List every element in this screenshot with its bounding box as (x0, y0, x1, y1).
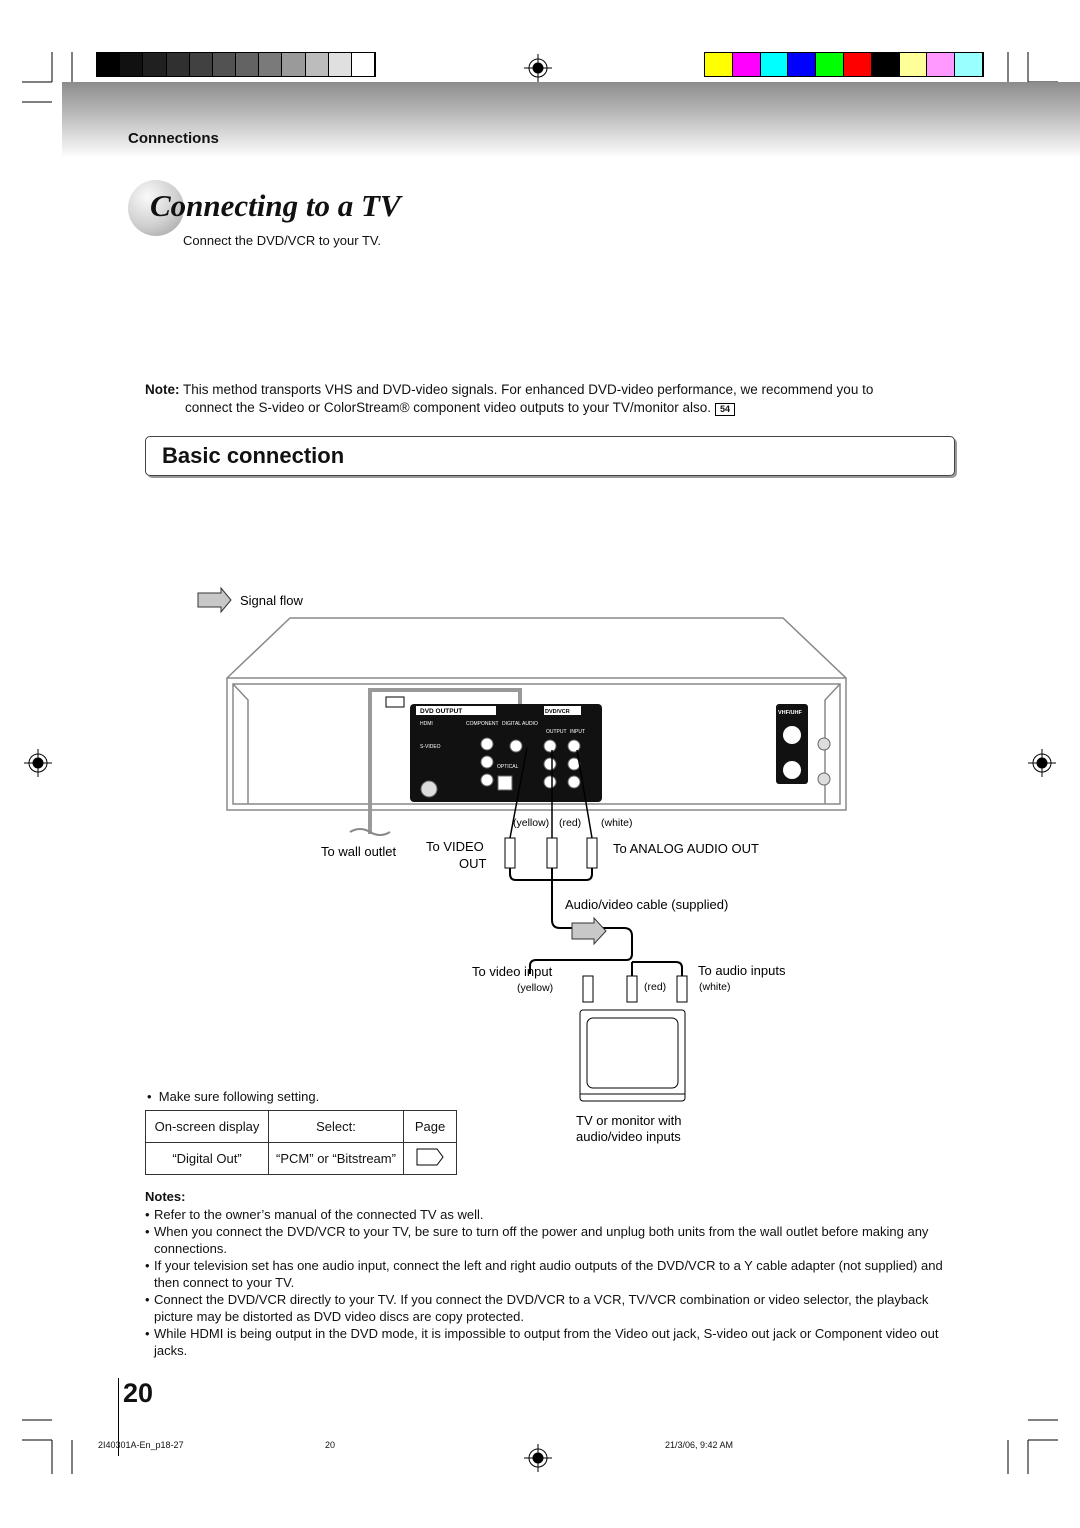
table-header: On-screen display (146, 1111, 269, 1143)
panel-optical: OPTICAL (497, 764, 519, 770)
hdmi-port (386, 697, 404, 707)
footer-file: 2I40301A-En_p18-27 (98, 1440, 184, 1450)
list-item: • While HDMI is being output in the DVD mode, it is impossible to output from the Video out jack, S-video out jack or Component video out jacks. (145, 1325, 965, 1359)
cable-plugs-top (505, 838, 597, 868)
notes-heading: Notes: (145, 1189, 186, 1204)
setting-instruction: • Make sure following setting. (147, 1089, 320, 1104)
table-header: Select: (269, 1111, 404, 1143)
table-cell: “Digital Out” (146, 1143, 269, 1175)
intro-text: Connect the DVD/VCR to your TV. (183, 233, 381, 248)
cable-plugs-bottom (583, 976, 687, 1002)
label-yellow: (yellow) (513, 817, 550, 829)
settings-table (145, 1110, 457, 1175)
table-row (146, 1111, 457, 1143)
label-cable: Audio/video cable (supplied) (565, 897, 729, 912)
tv-caption-1: TV or monitor with (576, 1113, 682, 1128)
footer-page: 20 (325, 1440, 336, 1450)
page-ref-icon (416, 1148, 444, 1166)
panel-digital-audio: DIGITAL AUDIO (502, 721, 538, 727)
signal-flow-arrow-icon (198, 588, 231, 612)
label-to-video-out: To VIDEO (426, 839, 484, 854)
panel-component: COMPONENT (466, 721, 499, 727)
panel-vhf-uhf: VHF/UHF (778, 710, 802, 716)
label-to-wall-outlet: To wall outlet (321, 844, 397, 859)
list-item: • Connect the DVD/VCR directly to your TV. If you connect the DVD/VCR to a VCR, TV/VCR combination or video selector, the playback picture may be distorted as DVD video discs are copy protected. (145, 1291, 965, 1325)
panel-hdmi: HDMI (420, 721, 433, 727)
label-yellow-bottom: (yellow) (517, 982, 554, 994)
note-line-1: This method transports VHS and DVD-video signals. For enhanced DVD-video performance, we recommend you to (183, 382, 874, 397)
panel-dvd-vcr: DVD/VCR (545, 709, 570, 715)
label-to-video-input: To video input (472, 964, 553, 979)
panel-input: INPUT (570, 729, 585, 735)
list-item: • If your television set has one audio input, connect the left and right audio outputs of the DVD/VCR to a Y cable adapter (not supplied) and then connect to your TV. (145, 1257, 965, 1291)
note-line-2: connect the S-video or ColorStream® component video outputs to your TV/monitor also. (185, 400, 711, 415)
signal-flow-label: Signal flow (240, 593, 303, 608)
label-red: (red) (559, 817, 582, 829)
label-to-video-out-2: OUT (459, 856, 487, 871)
label-to-analog-audio-out: To ANALOG AUDIO OUT (613, 841, 759, 856)
footer-date: 21/3/06, 9:42 AM (665, 1440, 734, 1450)
basic-connection-label: Basic connection (162, 443, 345, 468)
tv-monitor (580, 1010, 685, 1101)
note-label: Note: (145, 382, 180, 397)
panel-dvd-output: DVD OUTPUT (420, 708, 463, 715)
table-cell: “PCM” or “Bitstream” (269, 1143, 404, 1175)
table-cell (404, 1143, 457, 1175)
page-number: 20 (123, 1378, 154, 1408)
page-title: Connecting to a TV (150, 188, 401, 223)
list-item: • Refer to the owner’s manual of the connected TV as well. (145, 1206, 965, 1223)
setting-instruction-text: Make sure following setting. (158, 1089, 320, 1104)
panel-s-video: S-VIDEO (420, 744, 441, 750)
notes-list (145, 1206, 965, 1359)
label-white-bottom: (white) (699, 981, 731, 993)
table-header: Page (404, 1111, 457, 1143)
list-item: • When you connect the DVD/VCR to your TV, be sure to turn off the power and unplug both units from the wall outlet before making any connections. (145, 1223, 965, 1257)
tv-caption-2: audio/video inputs (576, 1129, 681, 1144)
label-to-audio-inputs: To audio inputs (698, 963, 786, 978)
cable-flow-arrow-icon (572, 918, 606, 944)
page-ref-icon: 54 (715, 403, 735, 416)
table-row (146, 1143, 457, 1175)
panel-output: OUTPUT (546, 729, 567, 735)
label-white: (white) (601, 817, 633, 829)
section-label: Connections (128, 130, 219, 147)
label-red-bottom: (red) (644, 981, 667, 993)
